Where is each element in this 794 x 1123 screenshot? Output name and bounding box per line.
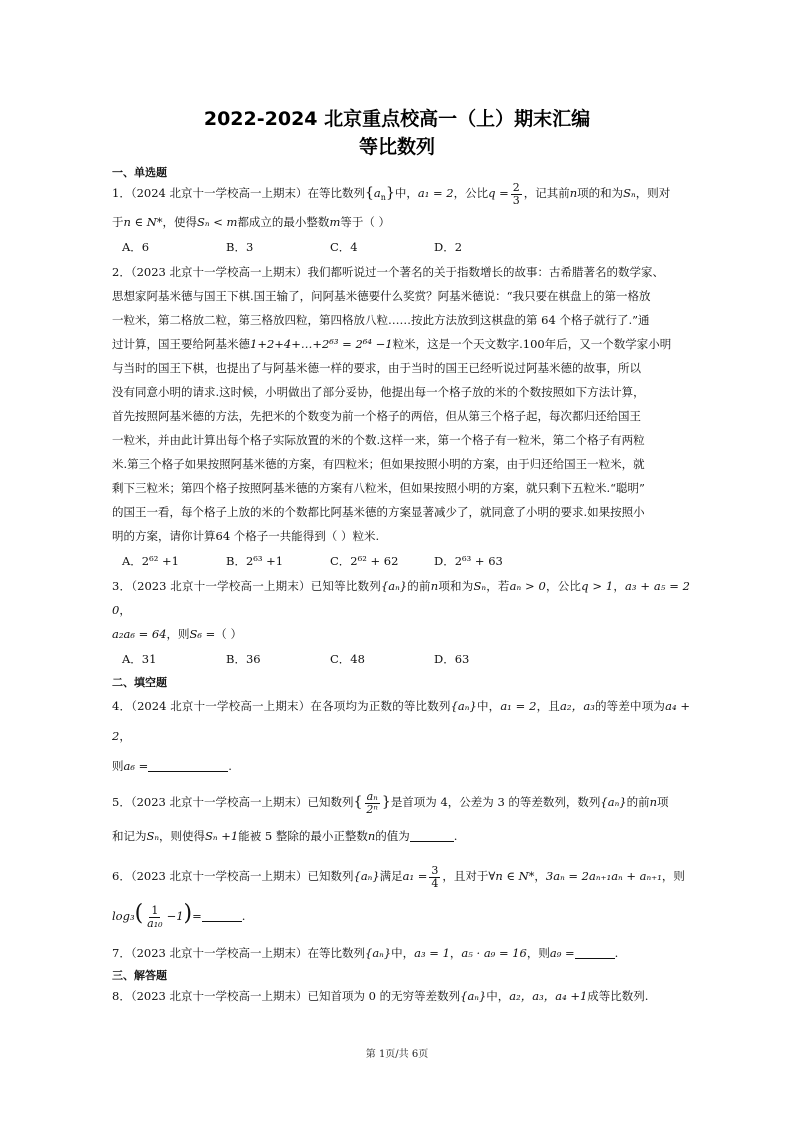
- q7-text: ，则: [526, 946, 550, 960]
- q1-math: Sₙ: [623, 186, 636, 200]
- q4-text: .: [228, 759, 232, 773]
- q2-option-a: A．2⁶² +1: [122, 554, 179, 568]
- section-solution: 三、解答题: [112, 969, 167, 982]
- q4-text: ，且: [536, 699, 560, 713]
- q2-line: 首先按照阿基米德的方法，先把米的个数变为前一个格子的两倍，但从第三个格子起，每次都归还给国王: [112, 409, 641, 423]
- q8-text: 成等比数列.: [587, 989, 649, 1003]
- q7-text: ，: [449, 946, 462, 960]
- q3-text: ，公比: [545, 579, 582, 593]
- q3-text: （ ）: [215, 627, 242, 641]
- q1-source: （2024 北京十一学校高一上期末）: [130, 186, 308, 200]
- q6-math: log₃: [112, 909, 135, 923]
- question-7: [112, 941, 690, 965]
- q1-option-c: C．4: [330, 240, 358, 254]
- q7-text: .: [614, 946, 619, 960]
- q6-math: =: [192, 909, 202, 923]
- q7-math: a₃ = 1: [414, 946, 450, 960]
- question-2: [112, 260, 690, 548]
- q7-text: 中，: [391, 946, 415, 960]
- q1-math: q =: [488, 186, 509, 200]
- q5-fraction: [364, 791, 379, 816]
- q1-text: ，记其前: [523, 186, 570, 200]
- q1-math: n: [569, 186, 578, 200]
- q5-text: .: [453, 829, 458, 843]
- question-4: [112, 691, 690, 781]
- q1-text: ，使得: [162, 215, 198, 229]
- q6-math: −1: [166, 909, 184, 923]
- q4-text: 中，: [476, 699, 501, 713]
- q5-math: Sₙ: [146, 829, 160, 843]
- q5-text: 能被 5 整除的最小正整数: [238, 829, 368, 843]
- question-6: 6．（2023 北京十一学校高一上期末）已知数列{aₙ}满足a₁ = $\frac{3}{4}$ ，且对于∀n ∈ N*，3aₙ = 2aₙ₊₁aₙ + aₙ₊₁，则 log₃( $\frac{1}{\text{a₁₀}}$ −1)= .: [112, 863, 685, 930]
- question-5: [112, 785, 690, 853]
- q5-math: n: [649, 795, 657, 809]
- q2-text: 粒米，这是一个天文数字.100年后，又一个数学家小明: [392, 337, 672, 351]
- q6-text: 满足: [379, 869, 403, 883]
- q4-answer-blank: [148, 757, 228, 772]
- q6-math: {aₙ}: [353, 869, 380, 883]
- q5-text: 和记为: [112, 829, 147, 843]
- q5-text: 项: [657, 795, 669, 809]
- q8-math: {aₙ}: [460, 989, 487, 1003]
- q6-fraction: [429, 865, 440, 890]
- q1-text: 于: [112, 215, 124, 229]
- fraction-denominator: 3: [512, 193, 520, 207]
- fraction-denominator: a₁₀: [147, 916, 163, 930]
- q1-math: Sₙ < m: [197, 215, 238, 229]
- q1-option-a: A．6: [122, 240, 150, 254]
- q1-math: n ∈ N*: [123, 215, 163, 229]
- q1-option-d: D．2: [434, 240, 463, 254]
- q1-math: a₁ = 2: [417, 186, 454, 200]
- q5-text: 的值为: [375, 829, 410, 843]
- fraction-numerator: aₙ: [366, 789, 378, 803]
- q2-line: 2．（2023 北京十一学校高一上期末）我们都听说过一个著名的关于指数增长的故事：古希腊著名的数学家、: [112, 265, 664, 279]
- q2-line: 明的方案，请你计算64 个格子一共能得到（ ）粒米.: [112, 529, 380, 543]
- page-footer: 第 1页/共 6页: [365, 1049, 429, 1060]
- q2-option-c: C．2⁶² + 62: [330, 554, 399, 568]
- q2-line: 米.第三个格子如果按照阿基米德的方案，有四粒米；但如果按照小明的方案，由于归还给国王一粒米，就: [112, 457, 645, 471]
- q7-text: 7．（2023 北京十一学校高一上期末）在等比数列: [112, 946, 365, 960]
- q1-fraction: [511, 182, 522, 207]
- q7-answer-blank: [575, 944, 615, 959]
- q3-text: ，: [119, 603, 131, 617]
- q2-line: 与当时的国王下棋，也提出了与阿基米德一样的要求，由于当时的国王已经听说过阿基米德的故事，所以: [112, 361, 641, 375]
- q5-answer-blank: [410, 827, 454, 842]
- q4-text: 4．（2024 北京十一学校高一上期末）在各项均为正数的等比数列: [112, 699, 451, 713]
- q1-option-b: B．3: [226, 240, 254, 254]
- question-1: [112, 181, 690, 234]
- q2-line: 一粒米，第二格放二粒，第三格放四粒，第四格放八粒……按此方法放到这棋盘的第 64 个格子就行了.”通: [112, 313, 650, 327]
- q6-math: ∀n ∈ N*: [488, 869, 535, 883]
- q3-math: S₆ =: [189, 627, 216, 641]
- q3-math: {aₙ}: [380, 579, 408, 593]
- q3-math: a₃ + a₅ = 20: [112, 579, 690, 617]
- q1-text: 中，: [394, 186, 418, 200]
- q7-math: a₅ · a₉ = 16: [461, 946, 527, 960]
- q1-text: ，则对: [635, 186, 671, 200]
- q8-math: a₂，a₃，a₄ +1: [509, 989, 588, 1003]
- q4-text: ，: [119, 729, 131, 743]
- q3-text: ，若: [486, 579, 510, 593]
- q5-text: 的前: [626, 795, 650, 809]
- section-single-choice: 一、单选题: [112, 166, 167, 179]
- document-subtitle: 等比数列: [358, 136, 435, 158]
- q4-math: a₄ + 2: [112, 699, 691, 743]
- q6-math: 3aₙ = 2aₙ₊₁aₙ + aₙ₊₁: [545, 869, 662, 883]
- q2-line: 没有同意小明的请求.这时候，小明做出了部分妥协，他提出每一个格子放的米的个数按照如下方法计算，: [112, 385, 645, 399]
- q6-log-fraction: [145, 905, 164, 930]
- q6-text: 6．（2023 北京十一学校高一上期末）已知数列: [112, 869, 354, 883]
- q1-number: 1．: [112, 186, 131, 200]
- q2-options: [112, 548, 690, 574]
- q1-text: ，公比: [453, 186, 489, 200]
- q5-math: {aₙ}: [600, 795, 627, 809]
- q6-text: .: [241, 909, 246, 923]
- q3-option-b: B．36: [226, 652, 261, 666]
- content: [112, 162, 690, 1008]
- q6-text: ，: [534, 869, 546, 883]
- q3-option-d: D．63: [434, 652, 470, 666]
- q3-text: ，则: [166, 627, 190, 641]
- q2-line: 一粒米，并由此计算出每个格子实际放置的米的个数.这样一来，第一个格子有一粒米，第二个格子有两粒: [112, 433, 645, 447]
- q3-options: [112, 646, 690, 672]
- q3-math: Sₙ: [473, 579, 486, 593]
- q6-answer-blank: [202, 907, 242, 922]
- q3-text: ，: [613, 579, 626, 593]
- q4-text: 则: [112, 759, 124, 773]
- q1-text: 都成立的最小整数: [237, 215, 330, 229]
- q3-text: 项和为: [438, 579, 474, 593]
- q3-text: 的前: [407, 579, 431, 593]
- q6-text: ，且对于: [442, 869, 489, 883]
- q7-math: {aₙ}: [365, 946, 392, 960]
- q1-text: 项的和为: [577, 186, 624, 200]
- title-block: [0, 105, 794, 161]
- q2-line: [112, 332, 690, 356]
- q7-math: a₉ =: [549, 946, 575, 960]
- question-3: [112, 574, 690, 646]
- q4-math: a₆ =: [123, 759, 149, 773]
- question-8: [112, 984, 690, 1008]
- q6-text: ，则: [661, 869, 685, 883]
- q6-math: a₁ =: [402, 869, 428, 883]
- q4-text: 的等差中项为: [594, 699, 666, 713]
- fraction-numerator: 1: [151, 903, 159, 917]
- q1-sequence: $\{a_n\}$: [365, 185, 395, 202]
- q5-math: Sₙ +1: [205, 829, 239, 843]
- q8-text: 中，: [486, 989, 510, 1003]
- q3-math: a₂a₆ = 64: [112, 627, 167, 641]
- q5-text: 5．（2023 北京十一学校高一上期末）已知数列: [112, 795, 354, 809]
- q2-option-b: B．2⁶³ +1: [226, 554, 284, 568]
- q2-option-d: D．2⁶³ + 63: [434, 554, 503, 568]
- section-fill-blank: 二、填空题: [112, 676, 167, 689]
- q3-math: q > 1: [581, 579, 614, 593]
- q2-line: 思想家阿基米德与国王下棋.国王输了，问阿基米德要什么奖赏？阿基米德说：“我只要在棋盘上的第一格放: [112, 289, 651, 303]
- fraction-denominator: 2ⁿ: [366, 802, 378, 816]
- q1-math: m: [329, 215, 341, 229]
- q5-text: ，则使得: [159, 829, 206, 843]
- q4-math: {aₙ}: [450, 699, 477, 713]
- q1-options: [112, 234, 690, 260]
- fraction-numerator: 2: [512, 180, 520, 194]
- fraction-numerator: 3: [431, 863, 439, 877]
- q8-text: 8．（2023 北京十一学校高一上期末）已知首项为 0 的无穷等差数列: [112, 989, 461, 1003]
- q4-math: a₁ = 2: [500, 699, 537, 713]
- q3-math: aₙ > 0: [509, 579, 546, 593]
- q2-text: 过计算，国王要给阿基米德: [112, 337, 250, 351]
- q5-sequence: { $\frac{\text{aₙ}}{\text{2ⁿ}}$ }: [353, 789, 391, 816]
- q1-text: 等于（ ）: [340, 215, 390, 229]
- q3-option-c: C．48: [330, 652, 365, 666]
- q3-math: n: [430, 579, 439, 593]
- q5-math: n: [367, 829, 376, 843]
- document-title: 2022-2024 北京重点校高一（上）期末汇编: [203, 108, 591, 130]
- q3-text: 3．（2023 北京十一学校高一上期末）已知等比数列: [112, 579, 381, 593]
- q4-math: a₂，a₃: [560, 699, 595, 713]
- q5-text: 是首项为 4，公差为 3 的等差数列，数列: [390, 795, 601, 809]
- q2-line: 剩下三粒米；第四个格子按照阿基米德的方案有八粒米，但如果按照小明的方案，就只剩下五粒米.“聪明”: [112, 481, 645, 495]
- q1-text: 在等比数列: [307, 186, 365, 200]
- q3-option-a: A．31: [122, 652, 157, 666]
- fraction-denominator: 4: [431, 876, 439, 890]
- q2-math: 1+2+4+…+2⁶³ = 2⁶⁴ −1: [250, 337, 393, 351]
- q2-line: 的国王一看，每个格子上放的米的个数都比阿基米德的方案显著减少了，就同意了小明的要求.如果按照小: [112, 505, 645, 519]
